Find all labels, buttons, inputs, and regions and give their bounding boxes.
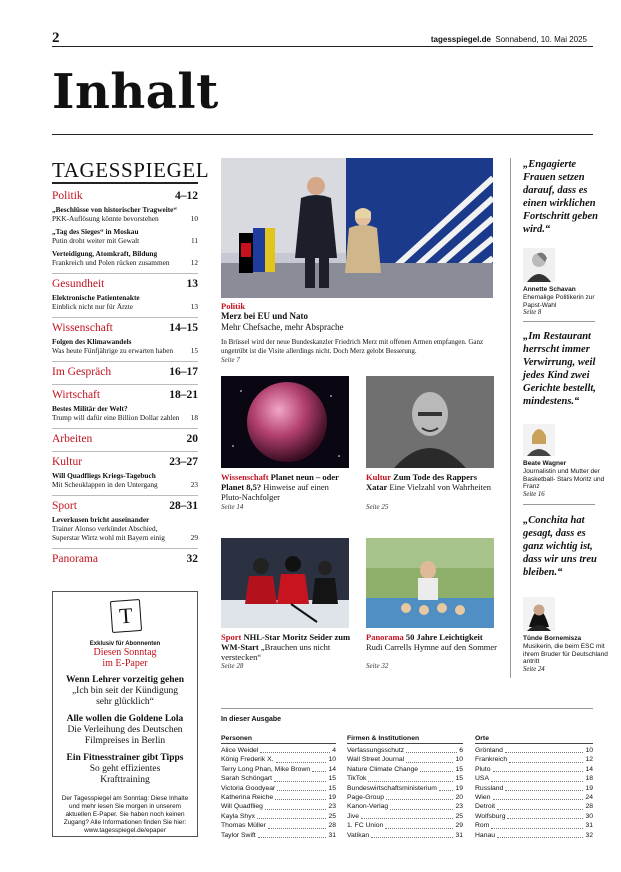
index-dots bbox=[509, 755, 583, 762]
index-row[interactable] bbox=[221, 755, 336, 764]
epaper-item-title: Ein Fitnesstrainer gibt Tipps bbox=[66, 753, 184, 763]
index-column-head: Personen bbox=[221, 735, 336, 744]
index-dots bbox=[386, 793, 453, 800]
entry-text bbox=[52, 471, 158, 489]
index-name: Wien bbox=[475, 794, 491, 802]
quote-column-rule bbox=[510, 158, 511, 678]
index-row[interactable] bbox=[221, 802, 336, 811]
section-heading[interactable] bbox=[52, 389, 198, 401]
section-entry[interactable] bbox=[52, 337, 198, 355]
quote-page: Seite 8 bbox=[523, 309, 542, 316]
section-wirtschaft bbox=[52, 384, 198, 422]
entry-teaser: Putin droht weiter mit Gewalt bbox=[52, 236, 140, 245]
quote-role: Musikerin, die beim ESC mit ihrem Bruder für Deutschland antritt bbox=[523, 643, 608, 665]
index-dots bbox=[277, 784, 326, 791]
index-page: 23 bbox=[455, 803, 463, 811]
entry-page: 12 bbox=[190, 258, 198, 267]
index-row[interactable] bbox=[475, 774, 593, 783]
section-entry[interactable] bbox=[52, 471, 198, 489]
index-row[interactable] bbox=[221, 784, 336, 793]
epaper-item-sub: Die Verleihung des Deutschen Filmpreises in Berlin bbox=[67, 725, 183, 746]
section-entry[interactable] bbox=[52, 249, 198, 267]
index-column-head: Orte bbox=[475, 735, 593, 744]
index-title: In dieser Ausgabe bbox=[221, 716, 282, 723]
entry-text bbox=[52, 227, 139, 245]
photo-planet bbox=[221, 376, 349, 468]
index-page: 20 bbox=[455, 794, 463, 802]
epaper-item-sub: „Ich bin seit der Kündigung sehr glücklich“ bbox=[71, 686, 179, 707]
index-name: König Frederik X. bbox=[221, 756, 274, 764]
index-row[interactable] bbox=[221, 812, 336, 821]
index-page: 14 bbox=[585, 765, 593, 773]
section-pages: 16–17 bbox=[169, 366, 198, 378]
index-row[interactable] bbox=[221, 793, 336, 802]
section-heading[interactable] bbox=[52, 500, 198, 512]
index-page: 28 bbox=[328, 822, 336, 830]
entry-text bbox=[52, 205, 177, 223]
index-dots bbox=[505, 746, 583, 753]
section-name: Sport bbox=[52, 500, 77, 512]
epaper-headline-1: Diesen Sonntag bbox=[93, 647, 157, 658]
index-page: 15 bbox=[328, 775, 336, 783]
entry-title: Verteidigung, Atomkraft, Bildung bbox=[52, 249, 158, 258]
index-name: Taylor Swift bbox=[221, 831, 256, 839]
section-name: Wissenschaft bbox=[52, 322, 113, 334]
index-page: 29 bbox=[455, 822, 463, 830]
section-pages: 23–27 bbox=[169, 456, 198, 468]
index-name: Russland bbox=[475, 784, 504, 792]
section-kultur bbox=[52, 451, 198, 489]
section-wissenschaft bbox=[52, 317, 198, 355]
index-name: Frankreich bbox=[475, 756, 508, 764]
section-name: Im Gespräch bbox=[52, 366, 112, 378]
story-title-wissenschaft[interactable]: Wissenschaft Planet neun – oder Planet 8,5? Hinweise auf einen Pluto-Nachfolger bbox=[221, 472, 339, 502]
index-dots bbox=[371, 831, 453, 838]
index-page: 15 bbox=[455, 765, 463, 773]
quote-divider bbox=[523, 321, 595, 322]
story-page-sport: Seite 28 bbox=[221, 662, 244, 670]
tagesspiegel-t-icon: T bbox=[110, 599, 142, 633]
entry-page: 29 bbox=[190, 533, 198, 542]
index-dots bbox=[497, 802, 583, 809]
quote-schavan: „Engagierte Frauen setzen darauf, dass es einen wirklichen Fortschritt geben wird.“ bbox=[523, 159, 598, 235]
section-panorama bbox=[52, 548, 198, 565]
quote-name: Annette Schavan bbox=[523, 286, 576, 293]
index-dots bbox=[275, 793, 326, 800]
entry-page: 15 bbox=[190, 346, 198, 355]
index-row[interactable] bbox=[475, 755, 593, 764]
quote-page: Seite 16 bbox=[523, 491, 545, 498]
index-name: Alice Weidel bbox=[221, 747, 259, 754]
index-row[interactable] bbox=[475, 765, 593, 774]
epaper-item-title: Wenn Lehrer vorzeitig gehen bbox=[65, 675, 185, 685]
index-dots bbox=[406, 746, 457, 753]
lead-page: Seite 7 bbox=[221, 356, 240, 364]
index-dots bbox=[493, 765, 584, 772]
quote-name: Beate Wagner bbox=[523, 460, 567, 467]
quote-bornemisza: „Conchita hat gesagt, dass es ganz wichtig ist, dass wir uns treu bleiben.“ bbox=[523, 515, 597, 578]
index-name: Vatikan bbox=[347, 831, 370, 839]
index-dots bbox=[390, 802, 453, 809]
entry-title: Folgen des Klimawandels bbox=[52, 337, 132, 346]
issue-date: Sonnabend, 10. Mai 2025 bbox=[495, 35, 587, 44]
index-row[interactable] bbox=[475, 812, 593, 821]
index-name: Pluto bbox=[475, 765, 491, 773]
section-entry[interactable] bbox=[52, 515, 198, 542]
masthead-info bbox=[431, 35, 587, 44]
epaper-footer: Der Tagesspiegel am Sonntag: Diese Inhalte und mehr lesen Sie morgen in unserem aktuellen E-Paper. Sie haben noch keinen Zugang? Alle Informationen finden Sie hier: bbox=[61, 795, 189, 826]
quote-role: Ehemalige Politikerin zur Papst-Wahl bbox=[523, 294, 595, 309]
index-page: 23 bbox=[328, 803, 336, 811]
index-name: Page-Group bbox=[347, 794, 385, 802]
index-name: TikTok bbox=[347, 775, 367, 783]
index-page: 15 bbox=[455, 775, 463, 783]
index-page: 10 bbox=[455, 756, 463, 764]
entry-teaser: Frankreich und Polen rücken zusammen bbox=[52, 258, 170, 267]
logo-rule bbox=[52, 182, 198, 184]
title-rule bbox=[52, 134, 593, 135]
entry-title: Leverkusen bricht auseinander bbox=[52, 515, 150, 524]
section-entry[interactable] bbox=[52, 205, 198, 223]
section-heading[interactable] bbox=[52, 322, 198, 334]
avatar-schavan bbox=[523, 248, 555, 282]
index-dots bbox=[497, 831, 583, 838]
section-politik bbox=[52, 186, 198, 267]
entry-title: „Tag des Sieges“ in Moskau bbox=[52, 227, 139, 236]
index-page: 6 bbox=[459, 747, 463, 754]
index-dots bbox=[274, 774, 326, 781]
index-dots bbox=[276, 755, 327, 762]
index-dots bbox=[420, 765, 453, 772]
section-heading[interactable] bbox=[52, 456, 198, 468]
index-column-firmen bbox=[347, 735, 463, 840]
section-heading[interactable] bbox=[52, 366, 198, 378]
index-dots bbox=[406, 755, 453, 762]
photo-xatar bbox=[366, 376, 494, 468]
lead-kicker: Politik bbox=[221, 301, 246, 311]
entry-title: Elektronische Patientenakte bbox=[52, 293, 140, 302]
section-pages: 18–21 bbox=[169, 389, 198, 401]
index-name: Will Quadflieg bbox=[221, 803, 263, 811]
story-page-wissenschaft: Seite 14 bbox=[221, 503, 244, 511]
index-page: 4 bbox=[332, 747, 336, 754]
index-row[interactable] bbox=[347, 784, 463, 793]
section-arbeiten bbox=[52, 428, 198, 445]
index-page: 24 bbox=[585, 794, 593, 802]
index-name: Detroit bbox=[475, 803, 496, 811]
index-column-head: Firmen & Institutionen bbox=[347, 735, 463, 744]
index-dots bbox=[385, 821, 453, 828]
index-page: 31 bbox=[455, 831, 463, 839]
story-title-kultur[interactable]: Kultur Zum Tode des Rappers Xatar Eine Vielzahl von Wahrheiten bbox=[366, 472, 492, 492]
entry-text bbox=[52, 249, 170, 267]
lead-body: In Brüssel wird der neue Bundeskanzler Friedrich Merz mit offenen Armen empfangen. Ganz ungetrübt ist die Visite allerdings nicht. Doch Merz gelobt Besserung. bbox=[221, 338, 484, 355]
quote-role: Journalistin und Mutter der Basketball- Stars Moritz und Franz bbox=[523, 468, 605, 490]
index-name: Thomas Müller bbox=[221, 822, 266, 830]
index-column-orte bbox=[475, 735, 593, 840]
section-pages: 13 bbox=[186, 278, 198, 290]
index-rule bbox=[221, 708, 593, 709]
story-title-panorama[interactable]: Panorama 50 Jahre Leichtigkeit Rudi Carrells Hymne auf den Sommer bbox=[366, 632, 498, 652]
avatar-bornemisza bbox=[523, 597, 555, 631]
index-page: 28 bbox=[585, 803, 593, 811]
index-page: 25 bbox=[455, 812, 463, 820]
index-row[interactable] bbox=[475, 831, 593, 840]
section-list bbox=[52, 186, 198, 571]
entry-page: 18 bbox=[190, 413, 198, 422]
index-row[interactable] bbox=[221, 821, 336, 830]
section-pages: 14–15 bbox=[169, 322, 198, 334]
index-page: 14 bbox=[328, 765, 336, 773]
section-entry[interactable] bbox=[52, 227, 198, 245]
index-row[interactable] bbox=[347, 821, 463, 830]
site-url[interactable]: tagesspiegel.de bbox=[430, 35, 491, 44]
index-row[interactable] bbox=[347, 793, 463, 802]
lead-subtitle: Mehr Chefsache, mehr Absprache bbox=[221, 322, 344, 332]
section-name: Panorama bbox=[52, 553, 98, 565]
index-page: 18 bbox=[585, 775, 593, 783]
quote-divider bbox=[523, 504, 595, 505]
index-page: 19 bbox=[585, 784, 593, 792]
index-dots bbox=[491, 774, 583, 781]
index-row[interactable] bbox=[347, 831, 463, 840]
index-dots bbox=[368, 774, 453, 781]
entry-text bbox=[52, 293, 140, 311]
index-name: Grönland bbox=[475, 747, 503, 754]
index-name: Verfassungsschutz bbox=[347, 747, 405, 754]
index-row[interactable] bbox=[475, 793, 593, 802]
story-title-sport[interactable]: Sport NHL-Star Moritz Seider zum WM-Start „Brauchen uns nicht verstecken“ bbox=[221, 632, 351, 662]
index-row[interactable] bbox=[347, 812, 463, 821]
avatar-wagner bbox=[523, 424, 555, 456]
index-dots bbox=[260, 746, 330, 753]
index-name: Bundeswirtschaftsministerium bbox=[347, 784, 437, 792]
index-name: Rom bbox=[475, 822, 490, 830]
section-heading[interactable] bbox=[52, 433, 198, 445]
index-name: Victoria Goodyear bbox=[221, 784, 276, 792]
page-title: Inhalt bbox=[52, 64, 219, 120]
index-page: 25 bbox=[328, 812, 336, 820]
index-column-personen bbox=[221, 735, 336, 840]
epaper-headline-2: im E-Paper bbox=[102, 658, 148, 669]
index-page: 19 bbox=[328, 794, 336, 802]
entry-title: Will Quadfliegs Kriegs-Tagebuch bbox=[52, 471, 156, 480]
section-heading[interactable] bbox=[52, 278, 198, 290]
entry-text bbox=[52, 337, 173, 355]
index-name: 1. FC Union bbox=[347, 822, 384, 830]
epaper-item-title: Alle wollen die Goldene Lola bbox=[66, 714, 184, 724]
index-name: Jive bbox=[347, 812, 360, 820]
entry-teaser: Einblick nicht nur für Ärzte bbox=[52, 302, 134, 311]
entry-page: 13 bbox=[190, 302, 198, 311]
index-dots bbox=[257, 812, 326, 819]
section-pages: 20 bbox=[186, 433, 198, 445]
photo-hockey bbox=[221, 538, 349, 628]
entry-page: 23 bbox=[190, 480, 198, 489]
index-dots bbox=[265, 802, 327, 809]
entry-teaser: PKK-Auflösung könnte bevorstehen bbox=[52, 214, 159, 223]
section-pages: 32 bbox=[186, 553, 198, 565]
story-page-panorama: Seite 32 bbox=[366, 662, 389, 670]
index-row[interactable] bbox=[475, 821, 593, 830]
quote-name: Tünde Bornemisza bbox=[523, 635, 582, 642]
index-name: Kanon-Verlag bbox=[347, 803, 389, 811]
index-name: Terry Long Phan, Mike Brown bbox=[221, 765, 311, 773]
index-page: 15 bbox=[328, 784, 336, 792]
index-dots bbox=[507, 812, 583, 819]
quote-wagner: „Im Restaurant herrscht immer Verwirrung, weil jedes Kind zwei Gerichte bestellt, mindestens.“ bbox=[523, 331, 596, 407]
lead-title[interactable]: Merz bei EU und Nato bbox=[221, 311, 308, 321]
index-row[interactable] bbox=[475, 784, 593, 793]
index-row[interactable] bbox=[347, 746, 463, 755]
index-page: 12 bbox=[585, 756, 593, 764]
index-name: Wolfsburg bbox=[475, 812, 506, 820]
index-row[interactable] bbox=[347, 765, 463, 774]
entry-page: 10 bbox=[190, 214, 198, 223]
epaper-link[interactable]: www.tagesspiegel.de/epaper bbox=[84, 827, 166, 834]
entry-teaser: Trainer Alonso verkündet Abschied, Superstar Wirtz wohl mit Bayern einig bbox=[52, 524, 165, 542]
section-name: Arbeiten bbox=[52, 433, 93, 445]
epaper-kicker: Exklusiv für Abonnenten bbox=[89, 641, 161, 647]
index-page: 10 bbox=[328, 756, 336, 764]
quote-page: Seite 24 bbox=[523, 666, 545, 673]
entry-page: 11 bbox=[190, 236, 198, 245]
index-row[interactable] bbox=[221, 746, 336, 755]
index-dots bbox=[361, 812, 453, 819]
index-name: USA bbox=[475, 775, 489, 783]
entry-title: Bestes Militär der Welt? bbox=[52, 404, 128, 413]
index-name: Nature Climate Change bbox=[347, 765, 419, 773]
index-row[interactable] bbox=[347, 774, 463, 783]
epaper-box bbox=[52, 591, 198, 837]
section-sport bbox=[52, 495, 198, 542]
lead-photo-merz-eu bbox=[221, 158, 493, 298]
section-heading[interactable] bbox=[52, 190, 198, 202]
section-pages: 4–12 bbox=[175, 190, 198, 202]
page-number: 2 bbox=[52, 30, 60, 46]
index-dots bbox=[268, 821, 326, 828]
index-name: Hanau bbox=[475, 831, 496, 839]
index-dots bbox=[312, 765, 326, 772]
section-pages: 28–31 bbox=[169, 500, 198, 512]
index-page: 10 bbox=[585, 747, 593, 754]
entry-teaser: Trump will dafür eine Billion Dollar zahlen bbox=[52, 413, 180, 422]
entry-teaser: Was heute Fünfjährige zu erwarten haben bbox=[52, 346, 174, 355]
section-entry[interactable] bbox=[52, 404, 198, 422]
section-name: Politik bbox=[52, 190, 83, 202]
section-heading[interactable] bbox=[52, 553, 198, 565]
index-row[interactable] bbox=[221, 831, 336, 840]
index-dots bbox=[493, 793, 584, 800]
header-rule bbox=[52, 46, 593, 47]
index-dots bbox=[505, 784, 583, 791]
index-dots bbox=[258, 831, 327, 838]
index-dots bbox=[491, 821, 583, 828]
index-row[interactable] bbox=[347, 802, 463, 811]
index-name: Katherina Reiche bbox=[221, 794, 274, 802]
section-entry[interactable] bbox=[52, 293, 198, 311]
tagesspiegel-logo: TAGESSPIEGEL bbox=[52, 158, 210, 182]
index-page: 30 bbox=[585, 812, 593, 820]
section-name: Wirtschaft bbox=[52, 389, 101, 401]
entry-text bbox=[52, 515, 187, 542]
index-dots bbox=[439, 784, 454, 791]
index-page: 31 bbox=[585, 822, 593, 830]
index-row[interactable] bbox=[221, 765, 336, 774]
entry-text bbox=[52, 404, 179, 422]
section-gesundheit bbox=[52, 273, 198, 311]
section-im-gespräch bbox=[52, 361, 198, 378]
index-name: Kayla Shyx bbox=[221, 812, 256, 820]
entry-teaser: Mit Scheuklappen in den Untergang bbox=[52, 480, 158, 489]
section-name: Kultur bbox=[52, 456, 83, 468]
index-name: Sarah Schöngart bbox=[221, 775, 273, 783]
entry-title: „Beschlüsse von historischer Tragweite“ bbox=[52, 205, 178, 214]
index-row[interactable] bbox=[347, 755, 463, 764]
index-name: Wall Street Journal bbox=[347, 756, 405, 764]
story-page-kultur: Seite 25 bbox=[366, 503, 389, 511]
index-page: 31 bbox=[328, 831, 336, 839]
epaper-item-sub: So geht effizientes Krafttraining bbox=[89, 764, 161, 785]
index-row[interactable] bbox=[475, 802, 593, 811]
index-row[interactable] bbox=[221, 774, 336, 783]
index-page: 32 bbox=[585, 831, 593, 839]
photo-carrell bbox=[366, 538, 494, 628]
index-row[interactable] bbox=[475, 746, 593, 755]
index-page: 19 bbox=[455, 784, 463, 792]
section-name: Gesundheit bbox=[52, 278, 105, 290]
